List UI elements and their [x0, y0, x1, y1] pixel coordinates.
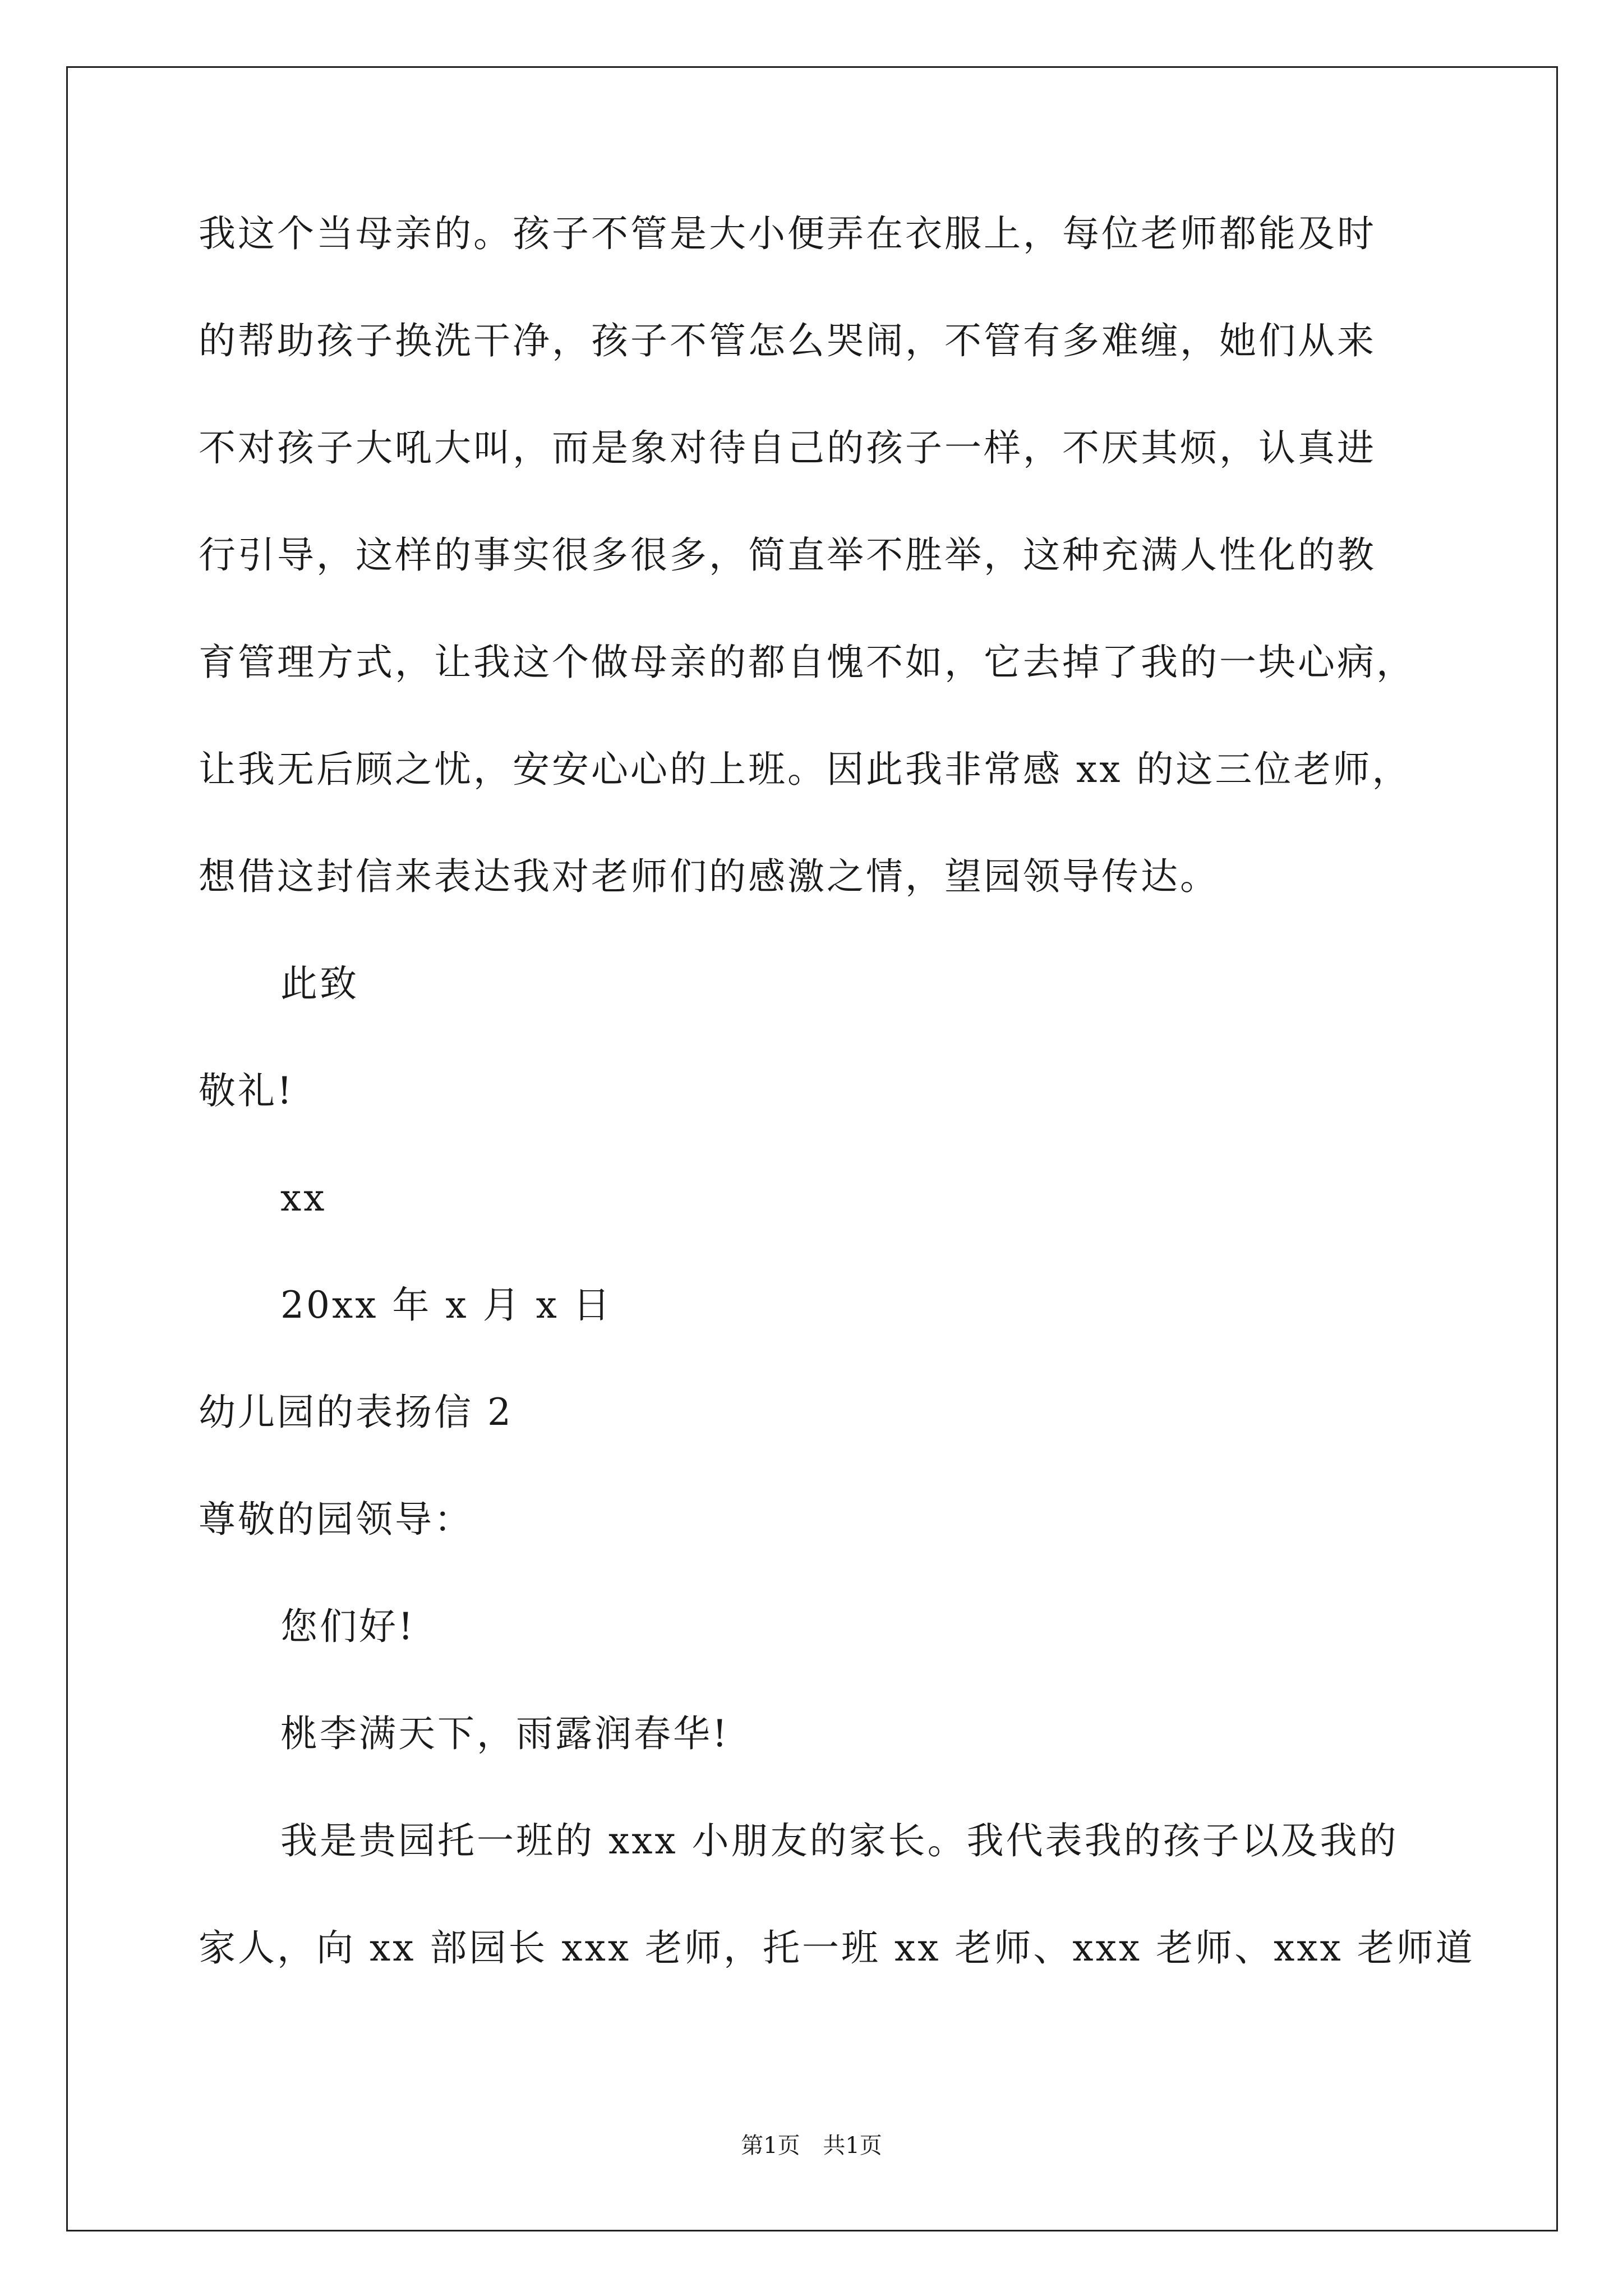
text-line: 让我无后顾之忧，安安心心的上班。因此我非常感 xx 的这三位老师，: [199, 748, 1412, 791]
section-title: 幼儿园的表扬信 2: [199, 1391, 513, 1434]
signature-name: xx: [280, 1176, 327, 1220]
document-body: [199, 212, 1475, 2037]
text-line: 不对孩子大吼大叫，而是象对待自己的孩子一样，不厌其烦，认真进: [199, 426, 1376, 470]
signature-date: 20xx 年 x 月 x 日: [280, 1283, 612, 1327]
text-line: 桃李满天下，雨露润春华!: [280, 1712, 730, 1755]
text-line: 我这个当母亲的。孩子不管是大小便弄在衣服上，每位老师都能及时: [199, 212, 1376, 255]
text-line: 家人，向 xx 部园长 xxx 老师，托一班 xx 老师、xxx 老师、xxx 老师道: [199, 1926, 1475, 1970]
text-line: 想借这封信来表达我对老师们的感激之情，望园领导传达。: [199, 855, 1219, 898]
text-line: 行引导，这样的事实很多很多，简直举不胜举，这种充满人性化的教: [199, 533, 1376, 577]
closing-salutation: 此致: [280, 962, 359, 1005]
text-line: 我是贵园托一班的 xxx 小朋友的家长。我代表我的孩子以及我的: [280, 1819, 1399, 1862]
closing-regards: 敬礼!: [199, 1069, 294, 1112]
page-number: 第1页: [741, 2133, 800, 2159]
letter-greeting: 尊敬的园领导：: [199, 1498, 473, 1541]
text-line: 您们好!: [280, 1605, 416, 1648]
page-total: 共1页: [823, 2133, 882, 2159]
page-footer: [0, 2132, 1623, 2160]
text-line: 的帮助孩子换洗干净，孩子不管怎么哭闹，不管有多难缠，她们从来: [199, 319, 1376, 362]
text-line: 育管理方式，让我这个做母亲的都自愧不如，它去掉了我的一块心病，: [199, 641, 1415, 684]
